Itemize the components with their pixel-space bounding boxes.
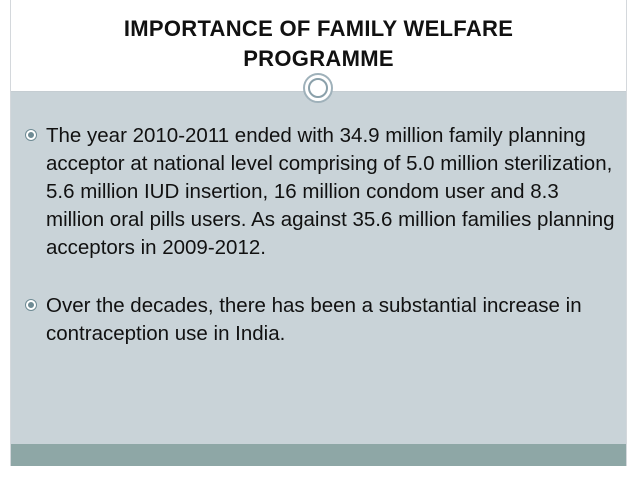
bullet-text: The year 2010-2011 ended with 34.9 million family planning acceptor at national level comprising of 5.0 million sterilization, 5.6 million IUD insertion, 16 million condom user and 8.3 million oral pills users. As against 35.6 million families planning acceptors in 2009-2012.	[46, 124, 615, 259]
slide-title	[11, 14, 626, 74]
footer-bar	[11, 444, 626, 466]
bullet-circle-icon	[26, 300, 36, 310]
slide-title-line-2: PROGRAMME	[243, 46, 394, 71]
bullet-list	[26, 122, 621, 348]
bullet-item	[26, 292, 621, 348]
ring-ornament-icon	[303, 73, 333, 103]
bullet-circle-icon	[26, 130, 36, 140]
slide-content	[11, 92, 626, 444]
slide-title-line-1: IMPORTANCE OF FAMILY WELFARE	[123, 16, 514, 41]
bullet-text: Over the decades, there has been a substantial increase in contraception use in India.	[46, 294, 582, 345]
bullet-item	[26, 122, 621, 262]
